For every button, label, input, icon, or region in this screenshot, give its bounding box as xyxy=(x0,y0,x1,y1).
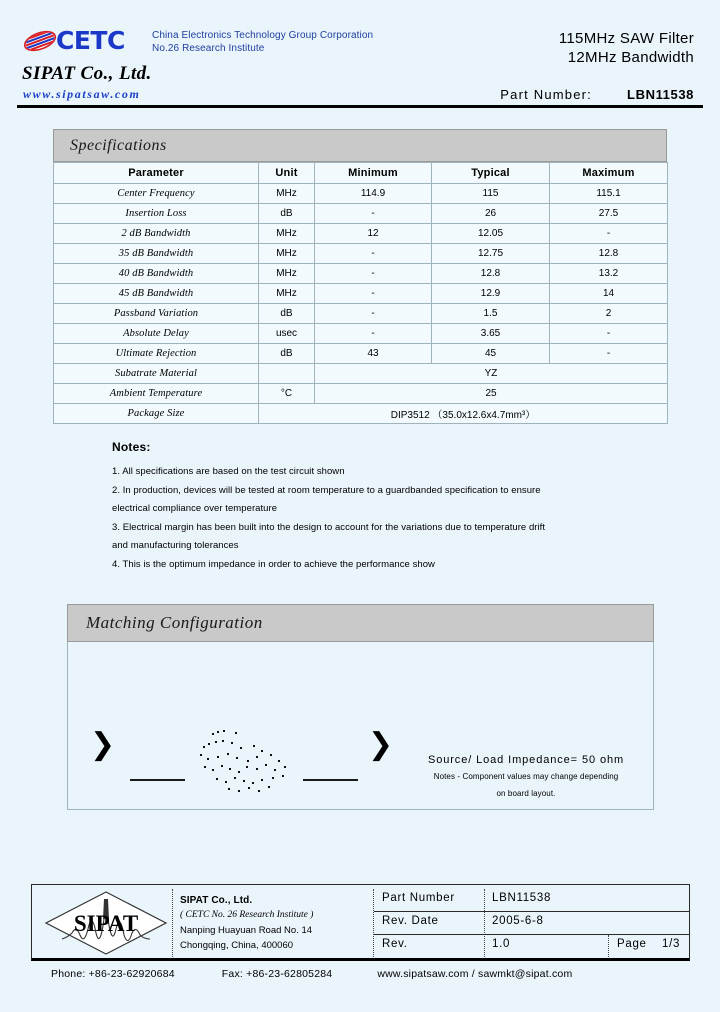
note-item-continuation: and manufacturing tolerances xyxy=(112,540,239,551)
cell-maximum: 2 xyxy=(550,304,668,324)
cell-maximum: 13.2 xyxy=(550,264,668,284)
cell-value: 25 xyxy=(315,384,668,404)
cell-typical: 1.5 xyxy=(432,304,550,324)
cell-minimum: - xyxy=(315,264,432,284)
cell-typical: 12.05 xyxy=(432,224,550,244)
cell-unit: dB xyxy=(259,344,315,364)
matching-note-line1: Notes - Component values may change depending xyxy=(433,772,619,781)
table-row xyxy=(54,404,668,424)
cell-minimum: - xyxy=(315,304,432,324)
cell-unit: MHz xyxy=(259,224,315,244)
sipat-logo-icon xyxy=(42,889,170,957)
footer-hline-2 xyxy=(374,934,689,935)
cell-parameter: 35 dB Bandwidth xyxy=(54,244,259,264)
footer-part-number-value: LBN11538 xyxy=(492,892,552,904)
corporation-name: China Electronics Technology Group Corporation xyxy=(152,30,374,41)
cell-unit: usec xyxy=(259,324,315,344)
matching-configuration-title: Matching Configuration xyxy=(67,604,654,642)
footer-divider-1 xyxy=(172,889,173,957)
cell-minimum: - xyxy=(315,204,432,224)
footer-address-block xyxy=(180,893,390,953)
cell-typical: 45 xyxy=(432,344,550,364)
cell-maximum: - xyxy=(550,344,668,364)
contact-fax: Fax: +86-23-62805284 xyxy=(221,968,333,980)
footer-institute-name: ( CETC No. 26 Research Institute ) xyxy=(180,910,314,920)
cell-unit: MHz xyxy=(259,244,315,264)
footer-page-value: 1/3 xyxy=(662,938,681,950)
cell-minimum: 43 xyxy=(315,344,432,364)
notes-title: Notes: xyxy=(112,440,151,454)
cell-parameter: 2 dB Bandwidth xyxy=(54,224,259,244)
source-load-impedance-label: Source/ Load Impedance= 50 ohm xyxy=(427,754,625,766)
cell-typical: 26 xyxy=(432,204,550,224)
cell-typical: 3.65 xyxy=(432,324,550,344)
cell-typical: 12.8 xyxy=(432,264,550,284)
cell-unit: MHz xyxy=(259,184,315,204)
cell-minimum: 12 xyxy=(315,224,432,244)
table-header-row xyxy=(54,163,668,184)
table-row xyxy=(54,204,668,224)
footer-divider-2 xyxy=(373,889,374,957)
note-item: 1. All specifications are based on the test circuit shown xyxy=(112,466,345,477)
footer-address-line1: Nanping Huayuan Road No. 14 xyxy=(180,925,313,936)
cell-maximum: 115.1 xyxy=(550,184,668,204)
cell-unit: dB xyxy=(259,204,315,224)
notes-section xyxy=(112,440,652,574)
cell-maximum: 12.8 xyxy=(550,244,668,264)
cetc-wordmark: CETC xyxy=(56,26,125,55)
output-arrow-icon: ❯ xyxy=(368,727,394,762)
footer-rev-date-label: Rev. Date xyxy=(382,915,439,927)
product-title-line2: 12MHz Bandwidth xyxy=(567,49,694,66)
matching-configuration-section xyxy=(67,604,654,810)
header-part-number-value: LBN11538 xyxy=(627,87,694,102)
column-header-minimum: Minimum xyxy=(315,163,432,184)
cell-minimum: - xyxy=(315,284,432,304)
cell-parameter: Ultimate Rejection xyxy=(54,344,259,364)
table-row xyxy=(54,264,668,284)
cell-parameter: Center Frequency xyxy=(54,184,259,204)
cell-maximum: - xyxy=(550,224,668,244)
cetc-logo xyxy=(22,27,152,57)
page-footer xyxy=(31,884,690,961)
cell-maximum: 14 xyxy=(550,284,668,304)
svg-text:SIPAT: SIPAT xyxy=(73,911,139,936)
table-row xyxy=(54,364,668,384)
column-header-unit: Unit xyxy=(259,163,315,184)
note-item-continuation: electrical compliance over temperature xyxy=(112,503,278,514)
product-title-line1: 115MHz SAW Filter xyxy=(558,30,694,47)
footer-address-line2: Chongqing, China, 400060 xyxy=(180,940,294,951)
table-row xyxy=(54,184,668,204)
footer-rev-label: Rev. xyxy=(382,938,408,950)
cell-minimum: - xyxy=(315,324,432,344)
cell-maximum: 27.5 xyxy=(550,204,668,224)
footer-part-number-label: Part Number xyxy=(382,892,455,904)
cell-unit: °C xyxy=(259,384,315,404)
table-row xyxy=(54,324,668,344)
cell-parameter: Passband Variation xyxy=(54,304,259,324)
footer-company-name: SIPAT Co., Ltd. xyxy=(180,895,253,906)
table-row xyxy=(54,224,668,244)
cell-parameter: Absolute Delay xyxy=(54,324,259,344)
note-item: 3. Electrical margin has been built into the design to account for the variations due to temperature drift xyxy=(112,521,546,533)
cell-maximum: - xyxy=(550,324,668,344)
institute-name: No.26 Research Institute xyxy=(152,43,265,54)
table-row xyxy=(54,284,668,304)
cell-typical: 12.9 xyxy=(432,284,550,304)
cell-unit: MHz xyxy=(259,284,315,304)
cell-parameter: Insertion Loss xyxy=(54,204,259,224)
cell-parameter: Ambient Temperature xyxy=(54,384,259,404)
cell-minimum: - xyxy=(315,244,432,264)
matching-note-line2: on board layout. xyxy=(496,789,556,798)
page-header xyxy=(0,0,720,108)
column-header-maximum: Maximum xyxy=(550,163,668,184)
cell-value: YZ xyxy=(315,364,668,384)
cell-parameter: 45 dB Bandwidth xyxy=(54,284,259,304)
saw-filter-symbol-icon xyxy=(198,730,298,795)
note-item: 4. This is the optimum impedance in order to achieve the performance show xyxy=(112,558,435,570)
sipat-company-name: SIPAT Co., Ltd. xyxy=(22,63,152,84)
footer-page-label: Page xyxy=(617,938,647,950)
input-wire xyxy=(130,779,185,781)
specifications-table xyxy=(53,162,668,424)
specifications-section xyxy=(53,129,667,424)
cell-parameter: 40 dB Bandwidth xyxy=(54,264,259,284)
column-header-parameter: Parameter xyxy=(54,163,259,184)
contact-phone: Phone: +86-23-62920684 xyxy=(51,968,175,980)
cell-package-size: DIP3512 （35.0x12.6x4.7mm³） xyxy=(259,404,668,424)
note-item: 2. In production, devices will be tested at room temperature to a guardbanded specification to ensure xyxy=(112,484,541,496)
cell-parameter: Package Size xyxy=(54,404,259,424)
contact-bar xyxy=(31,968,690,980)
cell-minimum: 114.9 xyxy=(315,184,432,204)
header-divider xyxy=(17,105,703,108)
matching-configuration-diagram xyxy=(67,642,654,810)
cell-unit: MHz xyxy=(259,264,315,284)
footer-rev-date-value: 2005-6-8 xyxy=(492,915,544,927)
cell-unit: dB xyxy=(259,304,315,324)
output-wire xyxy=(303,779,358,781)
specifications-section-title: Specifications xyxy=(53,129,667,162)
table-row xyxy=(54,244,668,264)
table-row xyxy=(54,384,668,404)
cell-unit xyxy=(259,364,315,384)
input-arrow-icon: ❯ xyxy=(90,727,116,762)
footer-divider-4 xyxy=(608,935,609,957)
footer-rev-value: 1.0 xyxy=(492,938,511,950)
sipat-website-link[interactable]: www.sipatsaw.com xyxy=(23,87,141,101)
cell-parameter: Subatrate Material xyxy=(54,364,259,384)
table-row xyxy=(54,344,668,364)
cell-typical: 115 xyxy=(432,184,550,204)
contact-web-email[interactable]: www.sipatsaw.com / sawmkt@sipat.com xyxy=(377,968,573,980)
header-part-number-label: Part Number: xyxy=(500,87,592,102)
table-row xyxy=(54,304,668,324)
footer-hline-1 xyxy=(374,911,689,912)
cetc-emblem-icon xyxy=(22,29,58,53)
footer-divider-3 xyxy=(484,889,485,957)
column-header-typical: Typical xyxy=(432,163,550,184)
cell-typical: 12.75 xyxy=(432,244,550,264)
